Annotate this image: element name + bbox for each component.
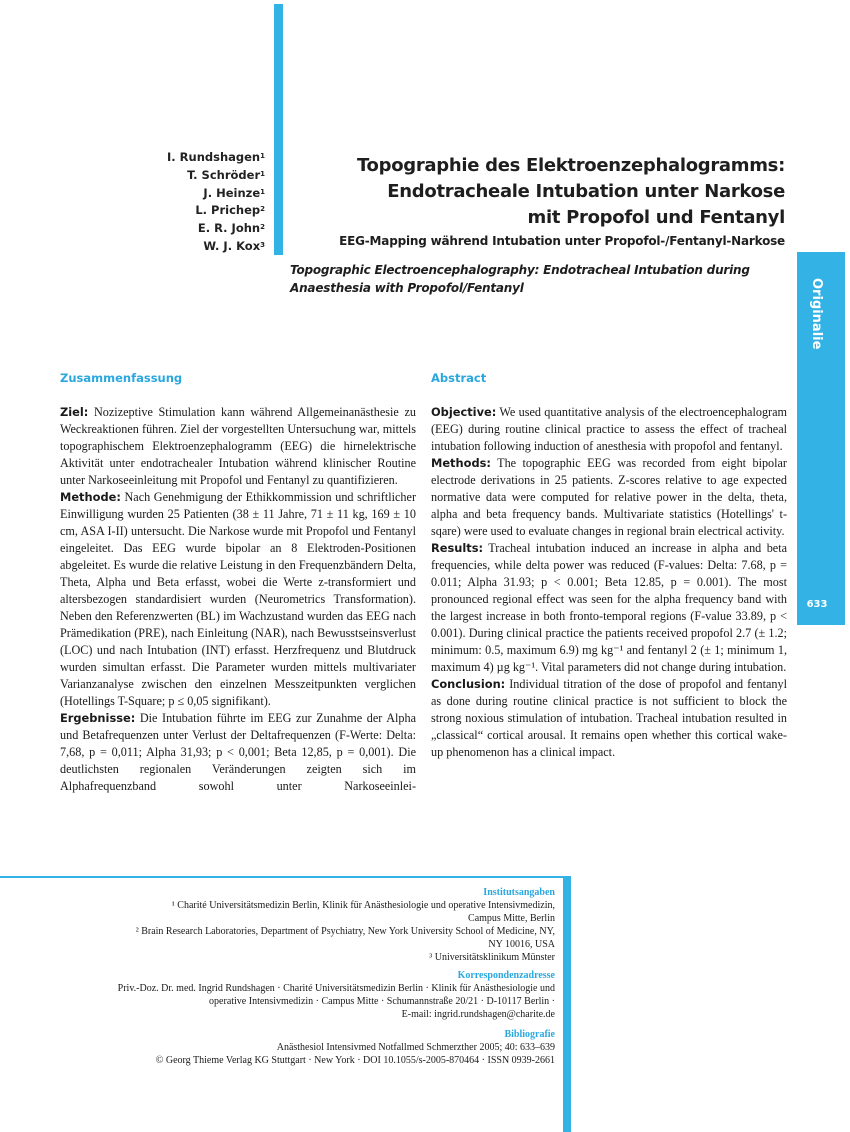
summary-heading: Zusammenfassung	[60, 371, 183, 385]
article-subtitle: EEG-Mapping während Intubation unter Propofol-/Fentanyl-Narkose	[339, 234, 785, 248]
correspondence-line: operative Intensivmedizin · Campus Mitte · Schumannstraße 20/21 · D-10117 Berlin ·	[209, 996, 555, 1007]
summary-paragraph: Methode: Nach Genehmigung der Ethikkommission und schriftlicher Einwilligung wurden 25 Patienten (38 ± 11 Jahre, 71 ± 11 kg, 169 ± 10 cm, ASA I-II) untersucht. Die Narkose wurde mit Propofol und Fentanyl eingeleitet. Das EEG wurde bipolar an 8 Elektroden-Positionen abgeleitet. Es wurde die relative Leistung in den Frequenzbändern Delta, Theta, Alpha und Beta erfasst, wobei die Werte z-transformiert und altersbezogen standardisiert wurden (Neurometrics Transformation). Neben den Referenzwerten (BL) im Wachzustand wurden das EEG nach Prämedikation (PRE), nach Einleitung (NAR), nach Bewusstseinsverlust (LOC) und nach Intubation (INT) erfasst. Herzfrequenz und Blutdruck wurden simultan erfasst. Die Parameter wurden mittels multivariater Varianzanalyse zwischen den einzelnen Messzeitpunkten verglichen (Hotellings T-Square; p ≤ 0,05 signifikant).	[60, 490, 416, 708]
bibliography-line: © Georg Thieme Verlag KG Stuttgart · New York · DOI 10.1055/s-2005-870464 · ISSN 0939-2661	[155, 1055, 555, 1066]
abstract-paragraph: Results: Tracheal intubation induced an increase in alpha and beta frequencies, while delta power was reduced (F-values: Delta: 7.68, p = 0.011; Alpha 31.93; p < 0.001; Beta 12.85, p = 0.001). The most pronounced regional effect was seen for the alpha frequency band with the largest increase in both fronto-temporal regions (F-value 33.89, p < 0.001). During clinical practice the patients received propofol 2.7 (± 1.2; minimum: 0.5, maximum 6.9) mg kg⁻¹ and fentanyl 2 (± 1; minimum 1, maximum 4) µg kg⁻¹. Vital parameters did not change during intubation.	[431, 541, 787, 674]
abstract-heading: Abstract	[431, 371, 487, 385]
author: E. R. John$^2$	[197, 221, 265, 236]
summary-column	[60, 404, 416, 795]
footer-accent-bar	[563, 876, 571, 1132]
author: T. Schröder$^1$	[187, 167, 265, 182]
author: I. Rundshagen$^1$	[167, 150, 265, 164]
bibliography-block	[45, 1028, 555, 1067]
english-title: Topographic Electroencephalography: Endotracheal Intubation during Anaesthesia with Propofol/Fentanyl	[290, 263, 750, 295]
author: L. Prichep$^2$	[195, 203, 265, 218]
abstract-paragraph: Objective: We used quantitative analysis of the electroencephalogram (EEG) during routine clinical practice to assess the effect of tracheal intubation following induction of anesthesia with propofol and fentanyl.	[431, 405, 787, 453]
correspondence-heading: Korrespondenzadresse	[457, 970, 555, 981]
summary-paragraph: Ergebnisse: Die Intubation führte im EEG zur Zunahme der Alpha und Betafrequenzen unter Verlust der Deltafrequenzen (F-Werte: Delta: 7,68, p = 0,011; Alpha 31,93; p < 0,001; Beta 12,85, p = 0,001). Die deutlichsten regionalen Veränderungen zeigten sich im Alphafrequenzband sowohl unter Narkoseeinlei-	[60, 711, 416, 793]
summary-paragraph: Ziel: Nozizeptive Stimulation kann während Allgemeinanästhesie zu Weckreaktionen führen. Ziel der vorgestellten Untersuchung war, mittels topographischem Elektroenzephalogramm (EEG) die hirnelektrische Aktivität unter endotrachealer Intubation während klinischer Routine unter Narkoseeinleitung mit Propofol und Fentanyl zu quantifizieren.	[60, 405, 416, 487]
institution-line: ² Brain Research Laboratories, Department of Psychiatry, New York University School of Medicine, NY,	[135, 926, 555, 937]
institution-line: Campus Mitte, Berlin	[468, 913, 555, 924]
header-accent-bar	[274, 4, 283, 255]
correspondence-block	[45, 969, 555, 1021]
section-tab-label: Originalie	[809, 278, 824, 350]
author: J. Heinze$^1$	[203, 185, 265, 200]
institution-line: NY 10016, USA	[488, 939, 555, 950]
abstract-column	[431, 404, 787, 761]
institution-line: ³ Universitätsklinikum Münster	[429, 952, 555, 963]
footer-divider	[0, 876, 571, 878]
correspondence-email: E-mail: ingrid.rundshagen@charite.de	[401, 1009, 555, 1020]
bibliography-line: Anästhesiol Intensivmed Notfallmed Schmerzther 2005; 40: 633–639	[276, 1042, 555, 1053]
page-number: 633	[806, 599, 828, 610]
bibliography-heading: Bibliografie	[504, 1029, 555, 1040]
author: W. J. Kox$^3$	[203, 238, 265, 253]
institution-heading: Institutsangaben	[483, 887, 555, 898]
affiliations-block	[45, 886, 555, 964]
abstract-paragraph: Methods: The topographic EEG was recorded from eight bipolar electrode derivations in 25 patients. Z-scores relative to age expected normative data were computed for relative power in the delta, theta, alpha and beta frequency bands. Multivariate statistics (Hotellings' t-sqare) were used to evaluate changes in regional brain electrical activity.	[431, 456, 787, 538]
institution-line: ¹ Charité Universitätsmedizin Berlin, Klinik für Anästhesiologie und operative Intensivmedizin,	[171, 900, 555, 911]
author-list	[167, 149, 265, 256]
abstract-paragraph: Conclusion: Individual titration of the dose of propofol and fentanyl as done during routine clinical practice is not sufficient to block the strong noxious stimulation of intubation. Tracheal intubation resulted in „classical“ cortical arousal. It remains open whether this cortical wake-up phenomenon has a clinical impact.	[431, 677, 787, 759]
correspondence-line: Priv.-Doz. Dr. med. Ingrid Rundshagen · Charité Universitätsmedizin Berlin · Klinik für Anästhesiologie und	[117, 983, 555, 994]
article-title: Topographie des Elektroenzephalogramms: Endotracheale Intubation unter Narkose mit Propofol und Fentanyl	[356, 155, 785, 228]
